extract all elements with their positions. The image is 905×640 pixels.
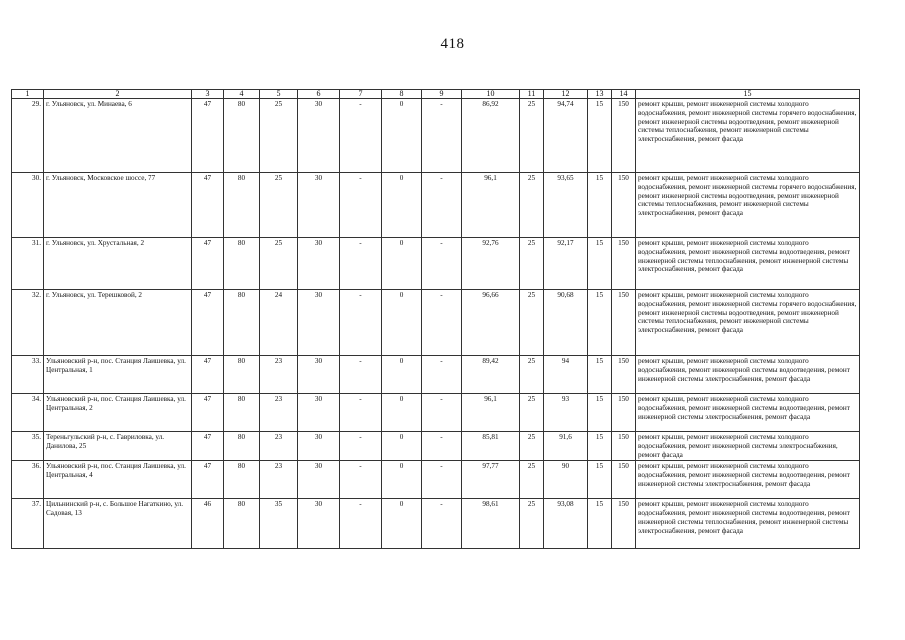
col-9: -	[422, 173, 462, 238]
col-6: 30	[298, 99, 340, 173]
col-7: -	[340, 356, 382, 394]
table-row	[12, 432, 860, 461]
col-13: 15	[588, 290, 612, 356]
col-12: 90,68	[544, 290, 588, 356]
row-number: 31.	[12, 238, 44, 290]
column-header-15: 15	[636, 90, 860, 99]
col-8: 0	[382, 356, 422, 394]
address: г. Ульяновск, ул. Терешковой, 2	[44, 290, 192, 356]
col-13: 15	[588, 394, 612, 432]
col-11: 25	[520, 394, 544, 432]
table-row	[12, 173, 860, 238]
column-number-row	[12, 90, 860, 99]
col-4: 80	[224, 290, 260, 356]
works-list: ремонт крыши, ремонт инженерной системы холодного водоснабжения, ремонт инженерной системы водоотведения, ремонт инженерной системы электроснабжения, ремонт фасада	[636, 394, 860, 432]
col-5: 23	[260, 432, 298, 461]
col-8: 0	[382, 238, 422, 290]
col-5: 25	[260, 99, 298, 173]
col-11: 25	[520, 499, 544, 549]
address: Ульяновский р-н, пос. Станция Лаишевка, ул. Центральная, 1	[44, 356, 192, 394]
col-9: -	[422, 99, 462, 173]
col-6: 30	[298, 499, 340, 549]
col-13: 15	[588, 356, 612, 394]
col-9: -	[422, 432, 462, 461]
col-13: 15	[588, 499, 612, 549]
col-8: 0	[382, 461, 422, 499]
col-14: 150	[612, 238, 636, 290]
col-10: 92,76	[462, 238, 520, 290]
column-header-11: 11	[520, 90, 544, 99]
col-5: 25	[260, 238, 298, 290]
address: Ульяновский р-н, пос. Станция Лаишевка, ул. Центральная, 4	[44, 461, 192, 499]
col-8: 0	[382, 290, 422, 356]
address: г. Ульяновск, ул. Минаева, 6	[44, 99, 192, 173]
row-number: 29.	[12, 99, 44, 173]
row-number: 35.	[12, 432, 44, 461]
col-9: -	[422, 238, 462, 290]
col-3: 47	[192, 99, 224, 173]
col-7: -	[340, 238, 382, 290]
col-5: 25	[260, 173, 298, 238]
col-10: 96,66	[462, 290, 520, 356]
works-list: ремонт крыши, ремонт инженерной системы холодного водоснабжения, ремонт инженерной системы горячего водоснабжения, ремонт инженерной системы водоотведения, ремонт инженерной системы теплоснабжения, ремонт инженерной системы электроснабжения, ремонт фасада	[636, 173, 860, 238]
col-14: 150	[612, 173, 636, 238]
col-10: 98,61	[462, 499, 520, 549]
works-list: ремонт крыши, ремонт инженерной системы холодного водоснабжения, ремонт инженерной системы горячего водоснабжения, ремонт инженерной системы водоотведения, ремонт инженерной системы теплоснабжения, ремонт инженерной системы электроснабжения, ремонт фасада	[636, 99, 860, 173]
col-7: -	[340, 432, 382, 461]
col-12: 93,65	[544, 173, 588, 238]
col-13: 15	[588, 238, 612, 290]
col-7: -	[340, 394, 382, 432]
col-7: -	[340, 173, 382, 238]
address: Цильнинский р-н, с. Большое Нагаткино, ул. Садовая, 13	[44, 499, 192, 549]
col-14: 150	[612, 290, 636, 356]
table-row	[12, 394, 860, 432]
col-8: 0	[382, 394, 422, 432]
col-9: -	[422, 461, 462, 499]
col-6: 30	[298, 461, 340, 499]
address: г. Ульяновск, ул. Хрустальная, 2	[44, 238, 192, 290]
col-6: 30	[298, 173, 340, 238]
col-7: -	[340, 461, 382, 499]
col-7: -	[340, 499, 382, 549]
col-11: 25	[520, 99, 544, 173]
col-4: 80	[224, 356, 260, 394]
works-list: ремонт крыши, ремонт инженерной системы холодного водоснабжения, ремонт инженерной системы электроснабжения, ремонт фасада	[636, 432, 860, 461]
col-3: 47	[192, 238, 224, 290]
table-row	[12, 238, 860, 290]
col-10: 96,1	[462, 173, 520, 238]
col-3: 47	[192, 356, 224, 394]
column-header-3: 3	[192, 90, 224, 99]
col-3: 47	[192, 461, 224, 499]
col-11: 25	[520, 432, 544, 461]
col-14: 150	[612, 99, 636, 173]
column-header-14: 14	[612, 90, 636, 99]
col-5: 23	[260, 461, 298, 499]
col-7: -	[340, 99, 382, 173]
col-11: 25	[520, 238, 544, 290]
col-10: 96,1	[462, 394, 520, 432]
col-3: 47	[192, 173, 224, 238]
address: Ульяновский р-н, пос. Станция Лаишевка, ул. Центральная, 2	[44, 394, 192, 432]
page-number: 418	[440, 36, 465, 52]
col-10: 86,92	[462, 99, 520, 173]
col-14: 150	[612, 394, 636, 432]
col-3: 47	[192, 290, 224, 356]
col-4: 80	[224, 238, 260, 290]
col-13: 15	[588, 461, 612, 499]
col-6: 30	[298, 356, 340, 394]
works-list: ремонт крыши, ремонт инженерной системы холодного водоснабжения, ремонт инженерной системы водоотведения, ремонт инженерной системы электроснабжения, ремонт фасада	[636, 356, 860, 394]
column-header-4: 4	[224, 90, 260, 99]
col-4: 80	[224, 499, 260, 549]
address: Тереньгульский р-н, с. Гавриловка, ул. Данилова, 25	[44, 432, 192, 461]
col-6: 30	[298, 238, 340, 290]
table-row	[12, 461, 860, 499]
col-8: 0	[382, 99, 422, 173]
column-header-8: 8	[382, 90, 422, 99]
column-header-13: 13	[588, 90, 612, 99]
col-9: -	[422, 356, 462, 394]
col-10: 85,81	[462, 432, 520, 461]
works-list: ремонт крыши, ремонт инженерной системы холодного водоснабжения, ремонт инженерной системы водоотведения, ремонт инженерной системы электроснабжения, ремонт фасада	[636, 461, 860, 499]
col-13: 15	[588, 99, 612, 173]
table-row	[12, 99, 860, 173]
column-header-6: 6	[298, 90, 340, 99]
col-3: 46	[192, 499, 224, 549]
col-9: -	[422, 499, 462, 549]
works-table	[11, 89, 860, 549]
col-4: 80	[224, 394, 260, 432]
row-number: 30.	[12, 173, 44, 238]
column-header-5: 5	[260, 90, 298, 99]
col-5: 23	[260, 356, 298, 394]
col-6: 30	[298, 290, 340, 356]
col-4: 80	[224, 173, 260, 238]
row-number: 32.	[12, 290, 44, 356]
table-row	[12, 499, 860, 549]
col-13: 15	[588, 432, 612, 461]
col-5: 24	[260, 290, 298, 356]
col-12: 93,08	[544, 499, 588, 549]
col-14: 150	[612, 461, 636, 499]
col-8: 0	[382, 432, 422, 461]
col-3: 47	[192, 432, 224, 461]
col-11: 25	[520, 290, 544, 356]
col-12: 90	[544, 461, 588, 499]
address: г. Ульяновск, Московское шоссе, 77	[44, 173, 192, 238]
col-10: 97,77	[462, 461, 520, 499]
col-14: 150	[612, 432, 636, 461]
col-8: 0	[382, 173, 422, 238]
col-6: 30	[298, 432, 340, 461]
col-12: 91,6	[544, 432, 588, 461]
col-9: -	[422, 290, 462, 356]
column-header-7: 7	[340, 90, 382, 99]
col-11: 25	[520, 356, 544, 394]
row-number: 33.	[12, 356, 44, 394]
column-header-12: 12	[544, 90, 588, 99]
column-header-9: 9	[422, 90, 462, 99]
col-13: 15	[588, 173, 612, 238]
row-number: 34.	[12, 394, 44, 432]
col-14: 150	[612, 499, 636, 549]
table-row	[12, 290, 860, 356]
works-list: ремонт крыши, ремонт инженерной системы холодного водоснабжения, ремонт инженерной системы горячего водоснабжения, ремонт инженерной системы водоотведения, ремонт инженерной системы теплоснабжения, ремонт инженерной системы электроснабжения, ремонт фасада	[636, 290, 860, 356]
col-8: 0	[382, 499, 422, 549]
column-header-2: 2	[44, 90, 192, 99]
col-11: 25	[520, 173, 544, 238]
col-11: 25	[520, 461, 544, 499]
col-5: 23	[260, 394, 298, 432]
col-12: 93	[544, 394, 588, 432]
col-12: 94	[544, 356, 588, 394]
works-list: ремонт крыши, ремонт инженерной системы холодного водоснабжения, ремонт инженерной системы водоотведения, ремонт инженерной системы теплоснабжения, ремонт инженерной системы электроснабжения, ремонт фасада	[636, 238, 860, 290]
col-3: 47	[192, 394, 224, 432]
col-12: 94,74	[544, 99, 588, 173]
col-6: 30	[298, 394, 340, 432]
col-4: 80	[224, 99, 260, 173]
col-9: -	[422, 394, 462, 432]
col-10: 89,42	[462, 356, 520, 394]
col-12: 92,17	[544, 238, 588, 290]
column-header-10: 10	[462, 90, 520, 99]
row-number: 36.	[12, 461, 44, 499]
works-list: ремонт крыши, ремонт инженерной системы холодного водоснабжения, ремонт инженерной системы водоотведения, ремонт инженерной системы теплоснабжения, ремонт инженерной системы электроснабжения, ремонт фасада	[636, 499, 860, 549]
column-header-1: 1	[12, 90, 44, 99]
table-row	[12, 356, 860, 394]
col-4: 80	[224, 432, 260, 461]
col-5: 35	[260, 499, 298, 549]
row-number: 37.	[12, 499, 44, 549]
col-14: 150	[612, 356, 636, 394]
col-7: -	[340, 290, 382, 356]
col-4: 80	[224, 461, 260, 499]
